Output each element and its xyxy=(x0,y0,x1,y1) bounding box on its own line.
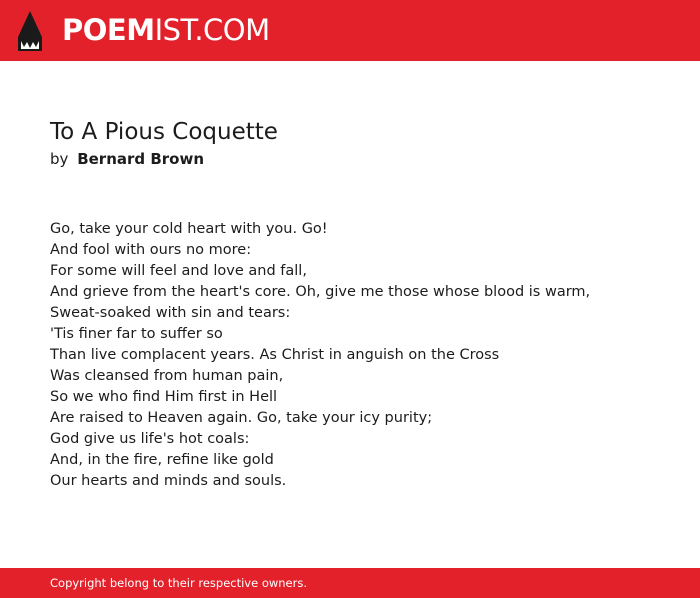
poem-line: Go, take your cold heart with you. Go! xyxy=(50,221,328,237)
poem-line: Are raised to Heaven again. Go, take your icy purity; xyxy=(50,410,433,426)
author-name: Bernard Brown xyxy=(77,150,205,168)
poem-line: And, in the fire, refine like gold xyxy=(50,452,274,468)
poem-line: Sweat-soaked with sin and tears: xyxy=(50,305,291,321)
poem-line: So we who find Him first in Hell xyxy=(50,389,278,405)
logo-light-text: IST.COM xyxy=(154,13,270,47)
poem-line: For some will feel and love and fall, xyxy=(50,263,307,279)
poem-line: Was cleansed from human pain, xyxy=(50,368,284,384)
poem-line: And grieve from the heart's core. Oh, give me those whose blood is warm, xyxy=(50,284,591,300)
logo-bold-text: POEM xyxy=(62,13,155,47)
poem-line: Than live complacent years. As Christ in anguish on the Cross xyxy=(50,347,500,363)
site-header xyxy=(0,0,700,61)
poem-line: 'Tis finer far to suffer so xyxy=(50,326,223,342)
poem-title: To A Pious Coquette xyxy=(50,119,278,145)
poem-line: God give us life's hot coals: xyxy=(50,431,250,447)
by-label: by xyxy=(50,150,69,168)
site-logo[interactable] xyxy=(62,14,270,46)
poem-line: And fool with ours no more: xyxy=(50,242,252,258)
pencil-icon[interactable] xyxy=(18,11,42,51)
copyright-text: Copyright belong to their respective owners. xyxy=(50,576,308,590)
byline xyxy=(50,148,204,170)
site-footer xyxy=(0,568,700,598)
poem-body xyxy=(50,219,670,492)
poem-line: Our hearts and minds and souls. xyxy=(50,473,287,489)
